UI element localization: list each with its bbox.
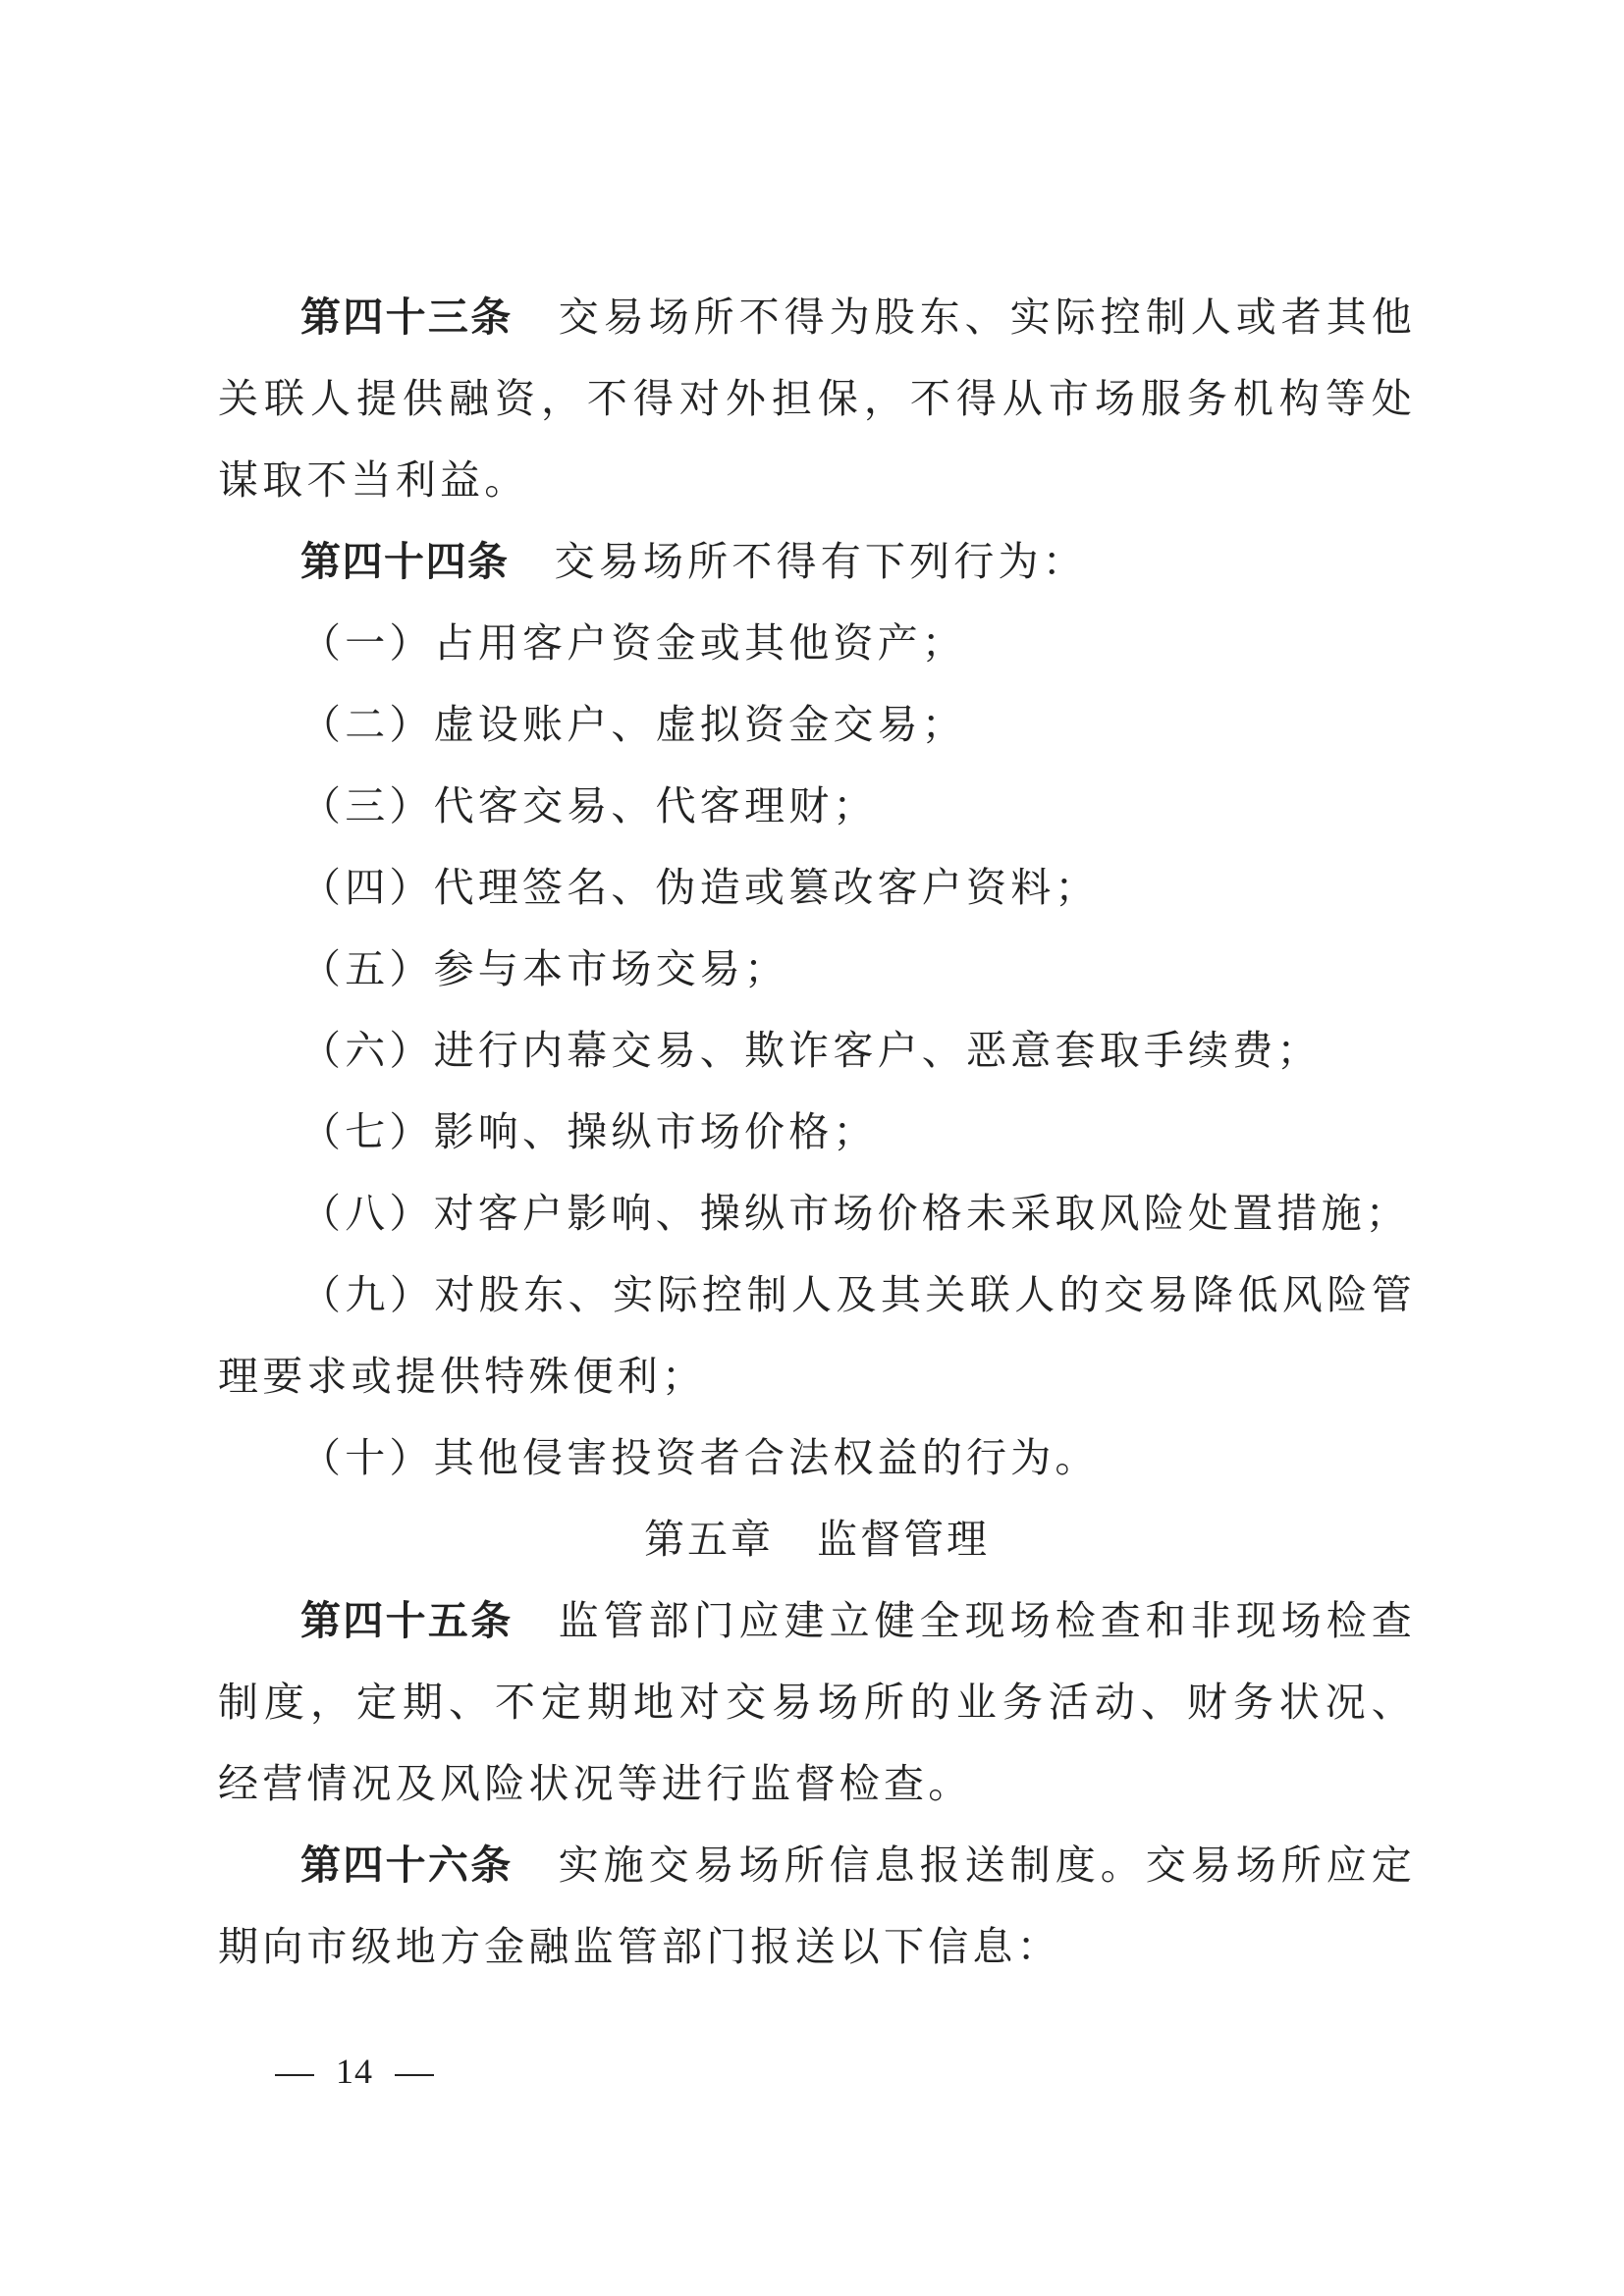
page-number-footer [253,2048,456,2095]
list-item [218,929,1416,1010]
article-number: 第四十四条 [300,538,510,585]
list-item-text: （四）代理签名、伪造或篡改客户资料； [300,864,1100,911]
document-body [218,277,1416,1988]
list-item-text: （六）进行内幕交易、欺诈客户、恶意套取手续费； [300,1027,1322,1074]
list-item-text: （七）影响、操纵市场价格； [300,1108,878,1155]
list-item-text: （三）代客交易、代客理财； [300,782,878,829]
article-number: 第四十三条 [300,294,514,341]
article-number: 第四十六条 [300,1842,514,1889]
list-item [218,1092,1416,1173]
article-text: 实施交易场所信息报送制度。交易场所应定期向市级地方金融监管部门报送以下信息： [218,1842,1416,1970]
chapter-heading [218,1499,1416,1580]
article-43 [218,277,1416,521]
list-item [218,1255,1416,1417]
list-item [218,766,1416,847]
list-item [218,1173,1416,1255]
chapter-number: 第五章 [644,1516,774,1563]
list-item [218,684,1416,766]
list-item-text: （十）其他侵害投资者合法权益的行为。 [300,1434,1100,1481]
article-46 [218,1825,1416,1988]
list-item-text: （一）占用客户资金或其他资产； [300,619,966,667]
left-dash [275,2074,314,2076]
page-number: 14 [336,2052,373,2091]
article-45 [218,1580,1416,1825]
list-item [218,847,1416,929]
article-44 [218,521,1416,603]
list-item-text: （八）对客户影响、操纵市场价格未采取风险处置措施； [300,1190,1410,1237]
right-dash [395,2074,434,2076]
list-item-text: （二）虚设账户、虚拟资金交易； [300,701,966,748]
article-number: 第四十五条 [300,1597,514,1644]
article-text: 交易场所不得有下列行为： [554,538,1087,585]
list-item [218,1010,1416,1092]
list-item-text: （九）对股东、实际控制人及其关联人的交易降低风险管理要求或提供特殊便利； [218,1271,1416,1400]
chapter-title: 监督管理 [817,1516,990,1563]
list-item-text: （五）参与本市场交易； [300,945,789,992]
article-text: 交易场所不得为股东、实际控制人或者其他关联人提供融资，不得对外担保，不得从市场服务机构等处谋取不当利益。 [218,294,1416,504]
list-item [218,1417,1416,1499]
list-item [218,603,1416,684]
article-text: 监管部门应建立健全现场检查和非现场检查制度，定期、不定期地对交易场所的业务活动、财务状况、经营情况及风险状况等进行监督检查。 [218,1597,1416,1807]
